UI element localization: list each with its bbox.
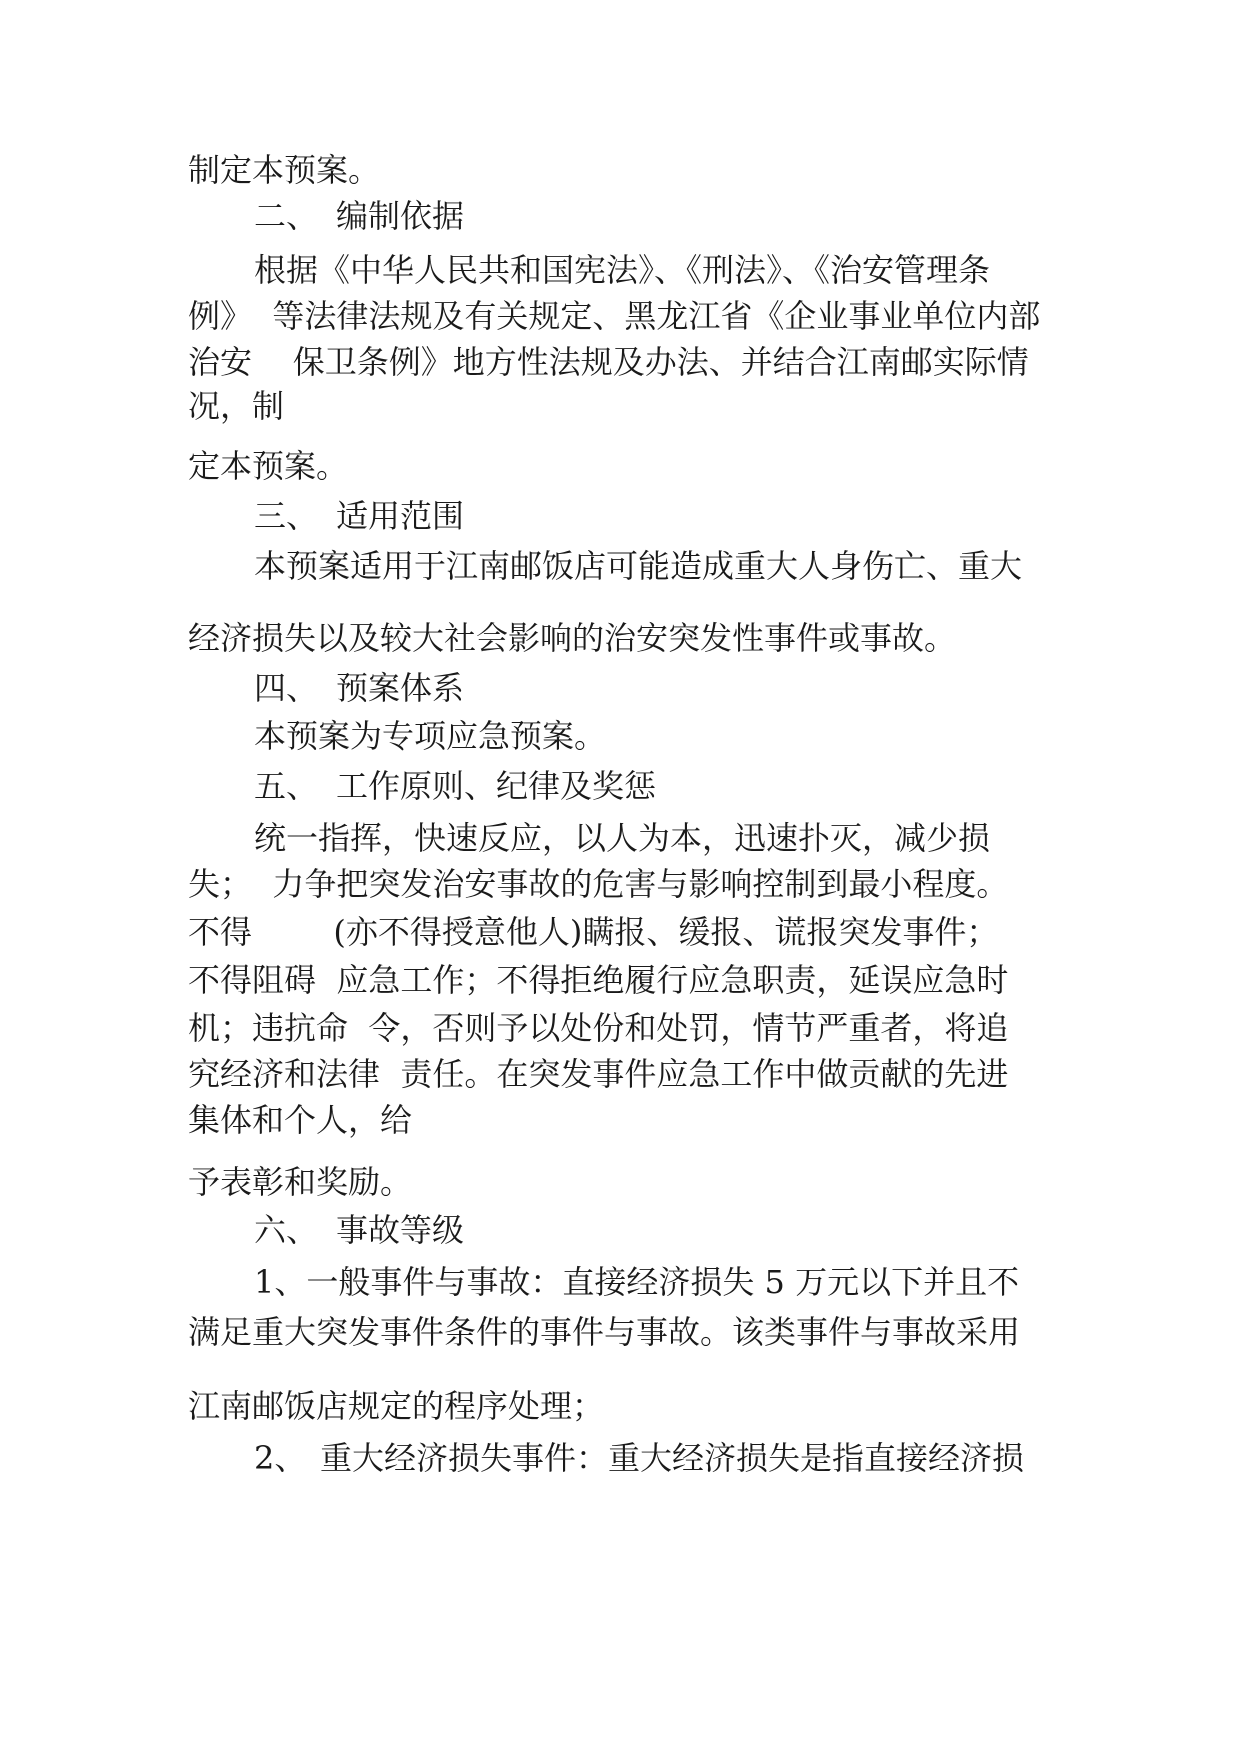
- numbered-item-2: [254, 1438, 1024, 1478]
- paragraph-line: 1、一般事件与事故：直接经济损失 5 万元以下并且不: [254, 1263, 1020, 1301]
- section-title: 编制依据: [336, 197, 465, 235]
- section-number: 六、: [254, 1211, 319, 1249]
- section-heading-4: [254, 668, 464, 708]
- paragraph-line: 不得 (亦不得授意他人)瞒报、缓报、谎报突发事件；: [188, 913, 999, 951]
- paragraph-line: 根据《中华人民共和国宪法》、《刑法》、《治安管理条: [254, 251, 991, 289]
- paragraph-line: 制定本预案。: [188, 151, 381, 189]
- section-number: 五、: [254, 767, 319, 805]
- section-title: 工作原则、纪律及奖惩: [336, 767, 657, 805]
- item-text: 重大经济损失事件：重大经济损失是指直接经济损: [320, 1439, 1025, 1477]
- paragraph-line: 统一指挥，快速反应，以人为本，迅速扑灭，减少损: [254, 819, 991, 857]
- section-title: 事故等级: [336, 1211, 465, 1249]
- paragraph-line: 治安 保卫条例》地方性法规及办法、并结合江南邮实际情: [188, 343, 1029, 381]
- paragraph-line: 集体和个人，给: [188, 1101, 413, 1139]
- paragraph-line: 本预案为专项应急预案。: [254, 717, 607, 755]
- section-number: 四、: [254, 669, 319, 707]
- paragraph-line: 定本预案。: [188, 447, 349, 485]
- paragraph-line: 况，制: [188, 387, 285, 425]
- paragraph-line: 经济损失以及较大社会影响的治安突发性事件或事故。: [188, 619, 957, 657]
- paragraph-line: 失； 力争把突发治安事故的危害与影响控制到最小程度。: [188, 865, 1009, 903]
- section-number: 三、: [254, 497, 319, 535]
- paragraph-line: 不得阻碍 应急工作；不得拒绝履行应急职责，延误应急时: [188, 961, 1009, 999]
- paragraph-line: 究经济和法律 责任。在突发事件应急工作中做贡献的先进: [188, 1055, 1009, 1093]
- section-heading-6: [254, 1210, 464, 1250]
- item-number: 2、: [254, 1439, 307, 1477]
- section-title: 适用范围: [336, 497, 465, 535]
- paragraph-line: 例》 等法律法规及有关规定、黑龙江省《企业事业单位内部: [188, 297, 1041, 335]
- section-number: 二、: [254, 197, 319, 235]
- section-heading-2: [254, 196, 464, 236]
- section-heading-5: [254, 766, 656, 806]
- paragraph-line: 予表彰和奖励。: [188, 1163, 413, 1201]
- paragraph-line: 江南邮饭店规定的程序处理；: [188, 1387, 605, 1425]
- section-title: 预案体系: [336, 669, 465, 707]
- section-heading-3: [254, 496, 464, 536]
- paragraph-line: 机；违抗命 令，否则予以处份和处罚，情节严重者，将追: [188, 1009, 1009, 1047]
- paragraph-line: 本预案适用于江南邮饭店可能造成重大人身伤亡、重大: [254, 547, 1023, 585]
- paragraph-line: 满足重大突发事件条件的事件与事故。该类事件与事故采用: [188, 1313, 1021, 1351]
